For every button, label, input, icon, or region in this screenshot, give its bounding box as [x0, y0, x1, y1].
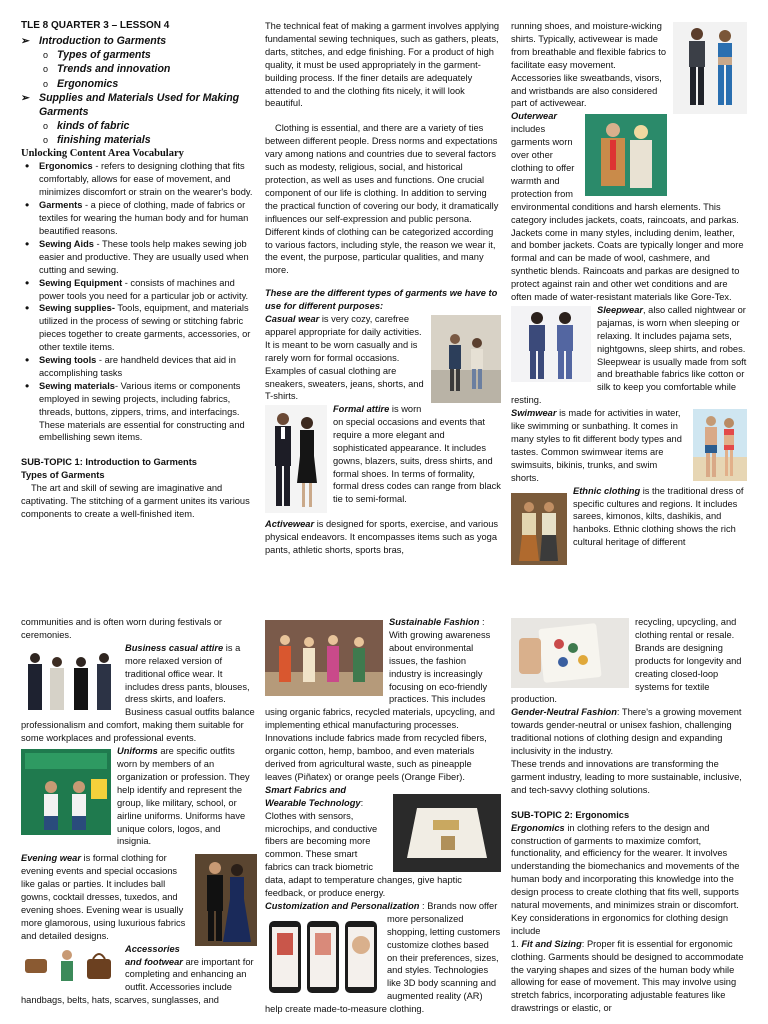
- outline-item: o Ergonomics: [21, 77, 255, 91]
- ethnic-clothing-text: is the traditional dress of specific cultures and regions. It includes sarees, kimonos, kilts, dashikis, and hanboks. Ethnic clothing shows the rich cultural heritage of different: [573, 485, 744, 548]
- ethnic-clothing-term: Ethnic clothing: [573, 485, 641, 496]
- vocab-term: Garments: [39, 200, 83, 211]
- lesson-title: TLE 8 QUARTER 3 – LESSON 4: [21, 20, 170, 31]
- outline-item: o kinds of fabric: [21, 119, 255, 133]
- subtopic-1-intro: The art and skill of sewing are imaginative and captivating. The stitching of a garment unites its various components to create a well-finished item.: [21, 483, 250, 519]
- ethnic-continued: communities and is often worn during festivals or ceremonies.: [21, 617, 223, 640]
- outline-item: ➢ Introduction to Garments: [21, 34, 255, 48]
- activewear-image: [673, 22, 747, 114]
- accessories-image: [21, 945, 119, 985]
- vocab-term: Sewing Aids: [39, 238, 94, 249]
- vocab-item: [21, 160, 255, 199]
- business-casual-image: [21, 644, 119, 716]
- circular-fashion-block: [511, 616, 747, 706]
- formal-attire-term: Formal attire: [333, 404, 390, 415]
- types-heading: These are the different types of garments we have to use for different purposes:: [265, 288, 498, 312]
- activewear-continued: running shoes, and moisture-wicking shirts. Typically, activewear is made from breathable and flexible fabrics to facilitate easy movement. Accessories like sweatbands, visors, and wristbands are also considered part of activewear.: [511, 21, 667, 109]
- formal-attire-block: [265, 403, 501, 506]
- vocab-definition: - are handheld devices that aid in accomplishing tasks: [39, 355, 236, 378]
- vocab-term: Sewing supplies-: [39, 303, 115, 314]
- casual-wear-photo: [431, 315, 501, 403]
- swimwear-block: [511, 407, 747, 484]
- uniforms-image: [21, 749, 111, 835]
- sleepwear-block: [511, 304, 747, 407]
- vocab-definition: - Various items or components employed in sewing projects, including fabrics, threads, buttons, zippers, trims, and interfacings. These materials are essential for constructing and embellishing sewn items.: [39, 380, 245, 443]
- vocab-term: Sewing tools: [39, 355, 97, 366]
- circular-fashion-image: [511, 618, 629, 688]
- uniforms-photo: [21, 749, 111, 835]
- sleepwear-term: Sleepwear: [597, 304, 643, 315]
- fit-sizing-text: : Proper fit is essential for ergonomic clothing. Garments should be designed to accommodate the varying shapes and sizes of the human body while allowing for ease of movement. This may involve using stretch fabrics, incorporating adjustable features like drawstrings or elastic, or: [511, 938, 744, 1014]
- outerwear-image: [585, 114, 667, 196]
- customization-photo: [265, 917, 381, 997]
- customization-image: [265, 917, 381, 997]
- evening-wear-term: Evening wear: [21, 853, 81, 864]
- formal-attire-image: [265, 405, 327, 513]
- outline-item: o Trends and innovation: [21, 62, 255, 76]
- subtopic-1-subtitle: Types of Garments: [21, 470, 105, 481]
- smart-fabrics-image: [393, 794, 501, 872]
- fit-sizing-term: Fit and Sizing: [521, 938, 582, 949]
- outerwear-photo: [585, 114, 667, 196]
- vocab-item: [21, 277, 255, 303]
- casual-wear-term: Casual wear: [265, 314, 320, 325]
- column-3: [511, 20, 747, 567]
- sleepwear-photo: [511, 306, 591, 382]
- key-considerations: Key considerations in ergonomics for clothing design include: [511, 912, 729, 936]
- page-2-column-1: [21, 616, 257, 1007]
- page-2-column-2: [265, 616, 501, 1016]
- vocab-definition: Tools, equipment, and materials utilized in the process of sewing or stitching fabric pieces together to create garments, accessories, or other textile items.: [39, 303, 251, 353]
- sleepwear-text: , also called nightwear or pajamas, is worn when sleeping or relaxing. It includes pajama sets, nightgowns, sleep shirts, and robes. Sleepwear is usually made from soft and breathable fabrics like cotton or silk to keep you comfortable while resting.: [511, 304, 747, 406]
- ergonomics-term: Ergonomics: [511, 822, 565, 833]
- evening-wear-block: [21, 852, 257, 942]
- uniforms-term: Uniforms: [117, 746, 158, 757]
- gender-neutral-term: Gender-Neutral Fashion: [511, 707, 617, 718]
- outerwear-text: includes garments worn over other clothing to offer warmth and protection from environmental conditions and harsh elements. This category includes jackets, coats, raincoats, and parkas. Jackets come in many styles, including denim, leather, and bomber jackets. Coats are typically longer and more formal and can be made of wool, cashmere, and synthetic blends. Raincoats and parkas are designed to protect against rain and other wet conditions and are often made of water-resistant materials like Gore-Tex.: [511, 124, 744, 303]
- circular-fashion-text: recycling, upcycling, and clothing rental or resale. Brands are designing products for longevity and creating closed-loop systems for textile production.: [511, 617, 742, 705]
- outerwear-term: Outerwear: [511, 111, 557, 122]
- casual-wear-image: [431, 315, 501, 403]
- swimwear-text: is made for activities in water, like swimming or sunbathing. It comes in many styles to fit different body types and tastes. Common swimwear items are swimsuits, bikinis, trunks, and swim shorts.: [511, 408, 682, 483]
- column-1: [21, 20, 255, 521]
- vocab-definition: - consists of machines and power tools you need for a particular job or activity.: [39, 277, 249, 301]
- sleepwear-image: [511, 306, 591, 382]
- customization-text: : Brands now offer more personalized shopping, letting customers customize clothes based on their preferences, sizes, and styles. Technologies like 3D body scanning and augmented reality (AR) help create made-to-measure clothing.: [265, 900, 501, 1015]
- paragraph: Clothing is essential, and there are a variety of ties between different people. Dress norms and expectations vary among nations and countries due to several factors such as modesty, religious, social, and historical protection, as well as uses and functions. One crucial component of our life is clothing. In addition to serving the practical function of covering our body, it dramatically influences our self-expression and public persona. Different kinds of clothing can be categorized according to various factors, including style, the reason we wear it, the event, the purpose, particular qualities, and many more.: [265, 123, 499, 276]
- paragraph: The technical feat of making a garment involves applying fundamental sewing techniques, such as gathers, pleats, darts, stitches, and edge finishing. For a product of high quality, it must be used appropriately in the garment-building process. If the finer details are adequately attended to and the clothing fits nicely, it will look beautiful.: [265, 21, 500, 109]
- evening-wear-text: is formal clothing for evening events and special occasions like galas or parties. It includes ball gowns, cocktail dresses, tuxedos, and evening shoes. Evening wear is usually more glamorous, using luxurious fabrics and detailed designs.: [21, 853, 186, 941]
- business-casual-photo: [21, 644, 119, 716]
- business-casual-block: [21, 642, 257, 745]
- accessories-block: [21, 943, 257, 1008]
- customization-block: [265, 900, 501, 1016]
- accessories-photo: [21, 945, 119, 985]
- sustainable-fashion-term: Sustainable Fashion: [389, 617, 480, 627]
- activewear-paragraph: [265, 518, 501, 557]
- formal-attire-text: is worn on special occasions and events that require a more elegant and sophisticated appearance. It includes gowns, blazers, suits, dress shirts, and formal shoes. In terms of formality, formal dress codes can range from black tie to semi-formal.: [333, 404, 501, 505]
- activewear-term: Activewear: [265, 519, 315, 530]
- vocab-item: [21, 199, 255, 238]
- lesson-outline: [21, 34, 255, 148]
- vocab-definition: - a piece of clothing, made of fabrics or textiles for wearing the human body and for human beautified reasons.: [39, 200, 249, 236]
- evening-wear-photo: [195, 854, 257, 946]
- accessories-text: are important for completing and enhancing an outfit. Accessories include handbags, belts, hats, scarves, sunglasses, and: [21, 956, 254, 1006]
- business-casual-text: is a more relaxed version of traditional office wear. It includes dress pants, blouses, dress skirts, and loafers. Business casual outfits balance professionalism and comfort, making them suitable for some workplaces and professional events.: [21, 642, 255, 744]
- column-2: [265, 20, 501, 557]
- smart-fabrics-term: Smart Fabrics and Wearable Technology: [265, 784, 361, 808]
- fit-sizing-number: 1.: [511, 938, 522, 949]
- smart-fabrics-photo: [393, 794, 501, 872]
- ethnic-clothing-photo: [511, 493, 567, 565]
- vocab-term: Ergonomics: [39, 161, 93, 172]
- casual-wear-block: [265, 313, 501, 401]
- casual-wear-text: is very cozy, carefree apparel appropriate for daily activities. It is meant to be worn casually and is rarely worn for formal occasions. Examples of casual clothing are sneakers, sweaters, jeans, shorts, and T-shirts.: [265, 314, 424, 402]
- outline-item: o Types of garments: [21, 48, 255, 62]
- vocab-term: Sewing Equipment: [39, 277, 123, 288]
- vocabulary-list: [21, 160, 255, 444]
- business-casual-term: Business casual attire: [125, 642, 224, 653]
- customization-term: Customization and Personalization: [265, 900, 420, 911]
- activewear-text: is designed for sports, exercise, and various physical endeavors. It encompasses items such as yoga pants, athletic shorts, sports bras,: [265, 519, 499, 556]
- uniforms-block: [21, 745, 257, 848]
- subtopic-2-title: SUB-TOPIC 2: Ergonomics: [511, 809, 630, 820]
- vocab-term: Sewing materials: [39, 380, 115, 391]
- activewear-photo: [673, 22, 747, 114]
- activewear-cont-block: [511, 20, 747, 110]
- vocab-definition: - These tools help makes sewing job easier and productive. They are usually used when cutting and sewing.: [39, 238, 249, 275]
- ethnic-clothing-image: [511, 493, 567, 565]
- formal-attire-photo: [265, 405, 327, 513]
- gender-neutral-paragraph: [511, 706, 747, 758]
- outerwear-block: [511, 110, 747, 304]
- vocab-item: [21, 302, 255, 354]
- sustainable-fashion-text: : With growing awareness about environmental issues, the fashion industry is increasingly focusing on eco-friendly practices. This includes using organic fabrics, recycled materials, upcycling, and implementing ethical manufacturing processes. Innovations include fabrics made from recycled fibers, organic cotton, hemp, bamboo, and even materials derived from agricultural waste, such as pineapple leaves (Piñatex) or orange peels (Orange Fiber).: [265, 617, 495, 782]
- smart-fabrics-block: [265, 784, 501, 900]
- outline-item: ➢ Supplies and Materials Used for Making Garments: [21, 91, 255, 119]
- trends-summary: These trends and innovations are transforming the garment industry, leading to more sustainable, inclusive, and tech-savvy clothing solutions.: [511, 758, 742, 795]
- evening-wear-image: [195, 854, 257, 946]
- accessories-term: Accessories and footwear: [125, 943, 183, 967]
- sustainable-fashion-photo: [265, 620, 383, 696]
- vocabulary-heading: Unlocking Content Area Vocabulary: [21, 147, 184, 159]
- outline-item: o finishing materials: [21, 133, 255, 147]
- swimwear-photo: [693, 409, 747, 481]
- sustainable-fashion-image: [265, 620, 383, 696]
- gender-neutral-text: : There's a growing movement towards gender-neutral or unisex fashion, challenging traditional notions of clothing design and expanding inclusivity in the industry.: [511, 707, 742, 757]
- ergonomics-paragraph: [511, 822, 747, 912]
- vocab-item: [21, 354, 255, 380]
- vocab-definition: - refers to designing clothing that fits comfortably, allows for ease of movement, and minimizes discomfort or strain on the wearer's body.: [39, 161, 253, 198]
- swimwear-term: Swimwear: [511, 408, 557, 419]
- subtopic-1-title: SUB-TOPIC 1: Introduction to Garments: [21, 457, 197, 468]
- vocab-item: [21, 238, 255, 277]
- smart-fabrics-text: : Clothes with sensors, microchips, and conductive fibers are becoming more common. These smart fabrics can track biometric data, adapt to temperature changes, give haptic feedback, or produce energy.: [265, 797, 462, 899]
- swimwear-image: [693, 409, 747, 481]
- uniforms-text: are specific outfits worn by members of an organization or profession. They help identify and represent the group, like military, school, or airline uniforms. Uniforms have unique colors, logos, and insignia.: [117, 746, 250, 847]
- vocab-item: [21, 380, 255, 445]
- circular-fashion-photo: [511, 618, 629, 688]
- ergonomics-text: in clothing refers to the design and construction of garments to maximize comfort, functionality, and efficiency for the wearer. It involves understanding the biomechanics and movements of the human body and incorporating this knowledge into the design process to create clothing that fits well, supports natural movements, and minimizes strain or discomfort.: [511, 822, 740, 911]
- page-2-column-3: [511, 616, 747, 1015]
- ethnic-clothing-block: [511, 485, 747, 550]
- sustainable-fashion-block: [265, 616, 501, 784]
- fit-sizing-paragraph: [511, 938, 747, 1015]
